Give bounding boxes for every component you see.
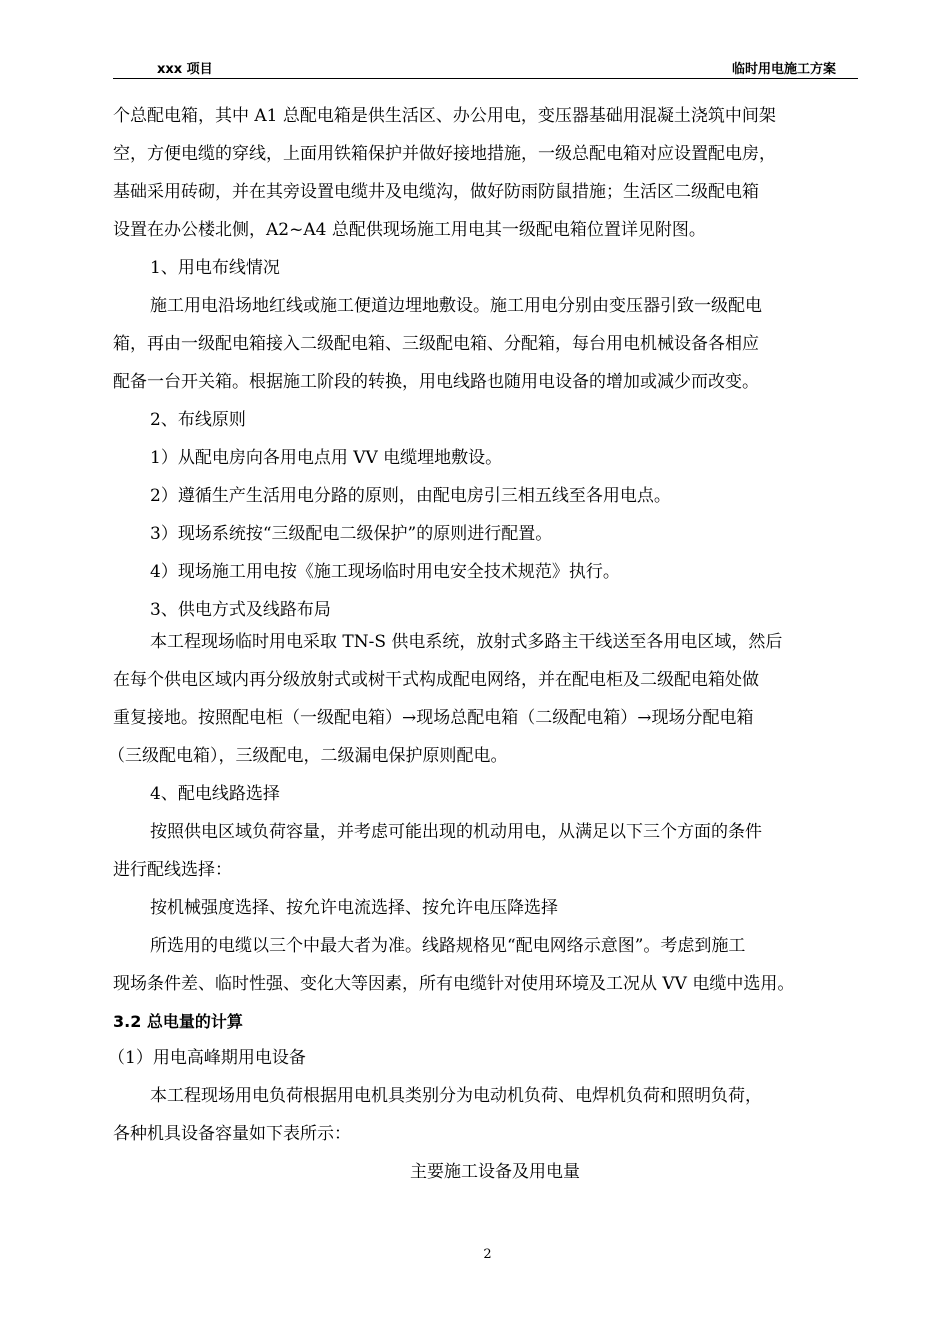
body-text-line: 箱，再由一级配电箱接入二级配电箱、三级配电箱、分配箱，每台用电机械设备各相应 bbox=[113, 334, 759, 354]
body-text-line: 3）现场系统按“三级配电二级保护”的原则进行配置。 bbox=[150, 524, 553, 544]
body-text-line: 本工程现场临时用电采取 TN-S 供电系统，放射式多路主干线送至各用电区域，然后 bbox=[150, 632, 783, 652]
body-text-line: 按机械强度选择、按允许电流选择、按允许电压降选择 bbox=[150, 898, 558, 918]
header-document-title: 临时用电施工方案 bbox=[731, 62, 836, 77]
body-text-line: 各种机具设备容量如下表所示： bbox=[113, 1124, 351, 1144]
body-text-line: 进行配线选择： bbox=[113, 860, 232, 880]
body-text-line: 设置在办公楼北侧，A2~A4 总配供现场施工用电其一级配电箱位置详见附图。 bbox=[113, 220, 706, 240]
body-text-line: 按照供电区域负荷容量，并考虑可能出现的机动用电，从满足以下三个方面的条件 bbox=[150, 822, 762, 842]
body-text-line: 1、用电布线情况 bbox=[150, 258, 280, 278]
body-text-line: 2）遵循生产生活用电分路的原则，由配电房引三相五线至各用电点。 bbox=[150, 486, 671, 506]
body-text-line: 3、供电方式及线路布局 bbox=[150, 600, 331, 620]
header-project-name: xxx 项目 bbox=[157, 62, 213, 77]
page-header bbox=[113, 56, 858, 79]
body-text-line: 配备一台开关箱。根据施工阶段的转换，用电线路也随用电设备的增加或减少而改变。 bbox=[113, 372, 759, 392]
body-text-line: 1）从配电房向各用电点用 VV 电缆埋地敷设。 bbox=[150, 448, 503, 468]
body-text-line: （1）用电高峰期用电设备 bbox=[108, 1048, 306, 1068]
body-text-line: 个总配电箱，其中 A1 总配电箱是供生活区、办公用电，变压器基础用混凝土浇筑中间架 bbox=[113, 106, 776, 126]
body-text-line: 所选用的电缆以三个中最大者为准。线路规格见“配电网络示意图”。考虑到施工 bbox=[150, 936, 746, 956]
body-text-line: 在每个供电区域内再分级放射式或树干式构成配电网络，并在配电柜及二级配电箱处做 bbox=[113, 670, 759, 690]
body-text-line: 重复接地。按照配电柜（一级配电箱）→现场总配电箱（二级配电箱）→现场分配电箱 bbox=[113, 708, 754, 728]
table-caption: 主要施工设备及用电量 bbox=[410, 1162, 580, 1182]
body-text-line: 空，方便电缆的穿线，上面用铁箱保护并做好接地措施，一级总配电箱对应设置配电房， bbox=[113, 144, 776, 164]
page-number: 2 bbox=[483, 1247, 492, 1262]
body-text-line: 4、配电线路选择 bbox=[150, 784, 280, 804]
body-text-line: 2、布线原则 bbox=[150, 410, 246, 430]
section-heading: 3.2 总电量的计算 bbox=[113, 1012, 243, 1031]
body-text-line: 4）现场施工用电按《施工现场临时用电安全技术规范》执行。 bbox=[150, 562, 620, 582]
body-text-line: 现场条件差、临时性强、变化大等因素，所有电缆针对使用环境及工况从 VV 电缆中选用。 bbox=[113, 974, 795, 994]
body-text-line: 施工用电沿场地红线或施工便道边埋地敷设。施工用电分别由变压器引致一级配电 bbox=[150, 296, 762, 316]
body-text-line: （三级配电箱），三级配电，二级漏电保护原则配电。 bbox=[108, 746, 508, 766]
body-text-line: 基础采用砖砌，并在其旁设置电缆井及电缆沟，做好防雨防鼠措施；生活区二级配电箱 bbox=[113, 182, 759, 202]
body-text-line: 本工程现场用电负荷根据用电机具类别分为电动机负荷、电焊机负荷和照明负荷， bbox=[150, 1086, 762, 1106]
